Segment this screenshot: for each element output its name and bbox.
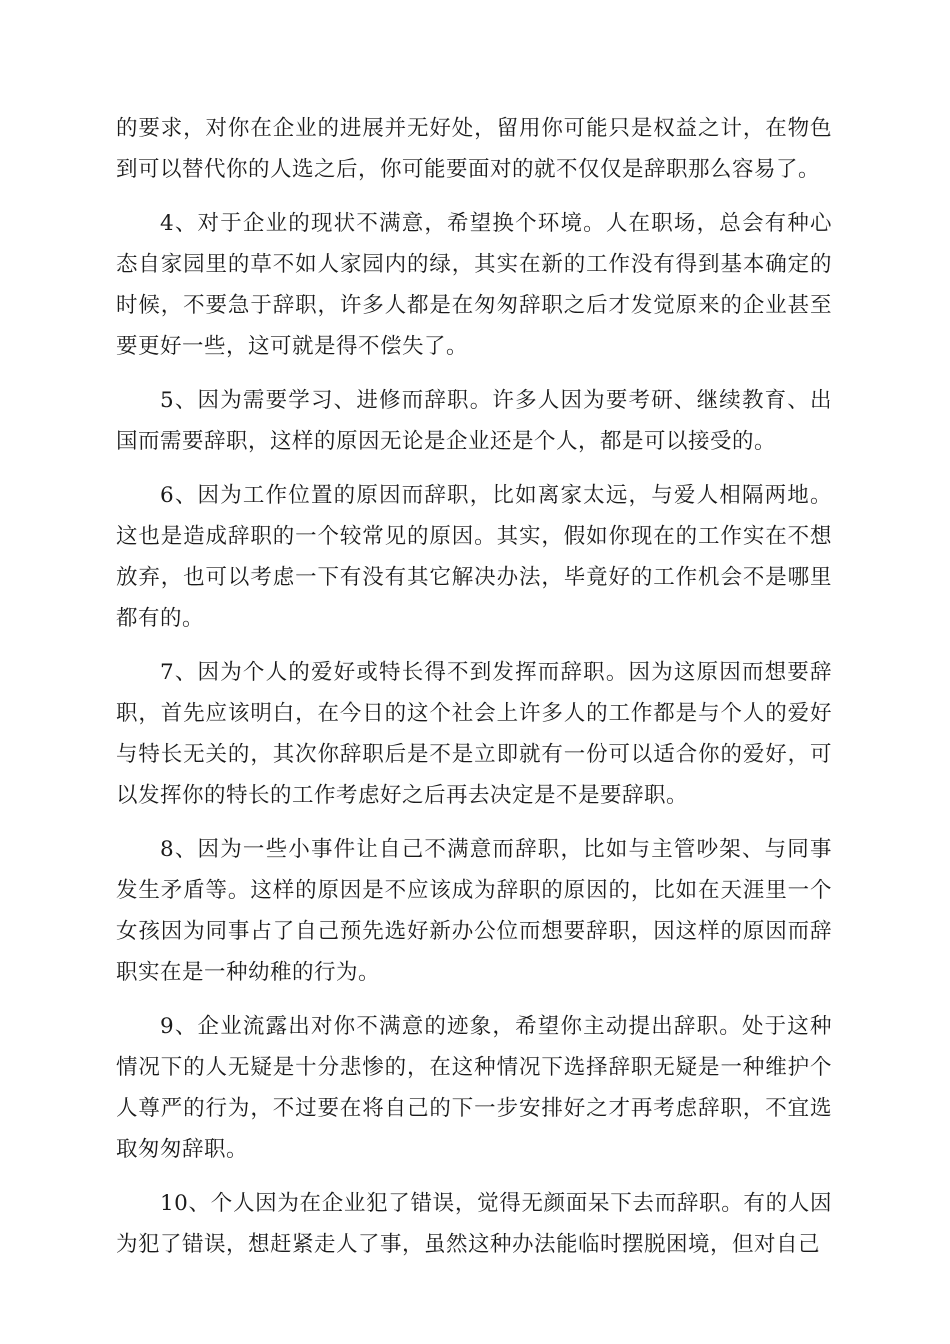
paragraph-item-7: 7、因为个人的爱好或特长得不到发挥而辞职。因为这原因而想要辞职，首先应该明白，在今日的这个社会上许多人的工作都是与个人的爱好与特长无关的，其次你辞职后是不是立即就有一份可以适合你的爱好，可以发挥你的特长的工作考虑好之后再去决定是不是要辞职。	[116, 660, 832, 808]
paragraph-item-9: 9、企业流露出对你不满意的迹象，希望你主动提出辞职。处于这种情况下的人无疑是十分悲惨的，在这种情况下选择辞职无疑是一种维护个人尊严的行为，不过要在将自己的下一步安排好之才再考虑辞职，不宜选取匆匆辞职。	[116, 1014, 832, 1162]
paragraph-item-6: 6、因为工作位置的原因而辞职，比如离家太远，与爱人相隔两地。这也是造成辞职的一个较常见的原因。其实，假如你现在的工作实在不想放弃，也可以考虑一下有没有其它解决办法，毕竟好的工作机会不是哪里都有的。	[116, 483, 832, 631]
paragraph-item-4: 4、对于企业的现状不满意，希望换个环境。人在职场，总会有种心态自家园里的草不如人家园内的绿，其实在新的工作没有得到基本确定的时候，不要急于辞职，许多人都是在匆匆辞职之后才发觉原来的企业甚至要更好一些，这可就是得不偿失了。	[116, 211, 832, 359]
document-body	[116, 108, 832, 1278]
paragraph-item-10: 10、个人因为在企业犯了错误，觉得无颜面呆下去而辞职。有的人因为犯了错误，想赶紧走人了事，虽然这种办法能临时摆脱困境，但对自己	[116, 1191, 832, 1257]
paragraph-continuation: 的要求，对你在企业的进展并无好处，留用你可能只是权益之计，在物色到可以替代你的人选之后，你可能要面对的就不仅仅是辞职那么容易了。	[116, 116, 832, 182]
paragraph-item-8: 8、因为一些小事件让自己不满意而辞职，比如与主管吵架、与同事发生矛盾等。这样的原因是不应该成为辞职的原因的，比如在天涯里一个女孩因为同事占了自己预先选好新办公位而想要辞职，因这样的原因而辞职实在是一种幼稚的行为。	[116, 837, 832, 985]
paragraph-item-5: 5、因为需要学习、进修而辞职。许多人因为要考研、继续教育、出国而需要辞职，这样的原因无论是企业还是个人，都是可以接受的。	[116, 388, 832, 454]
